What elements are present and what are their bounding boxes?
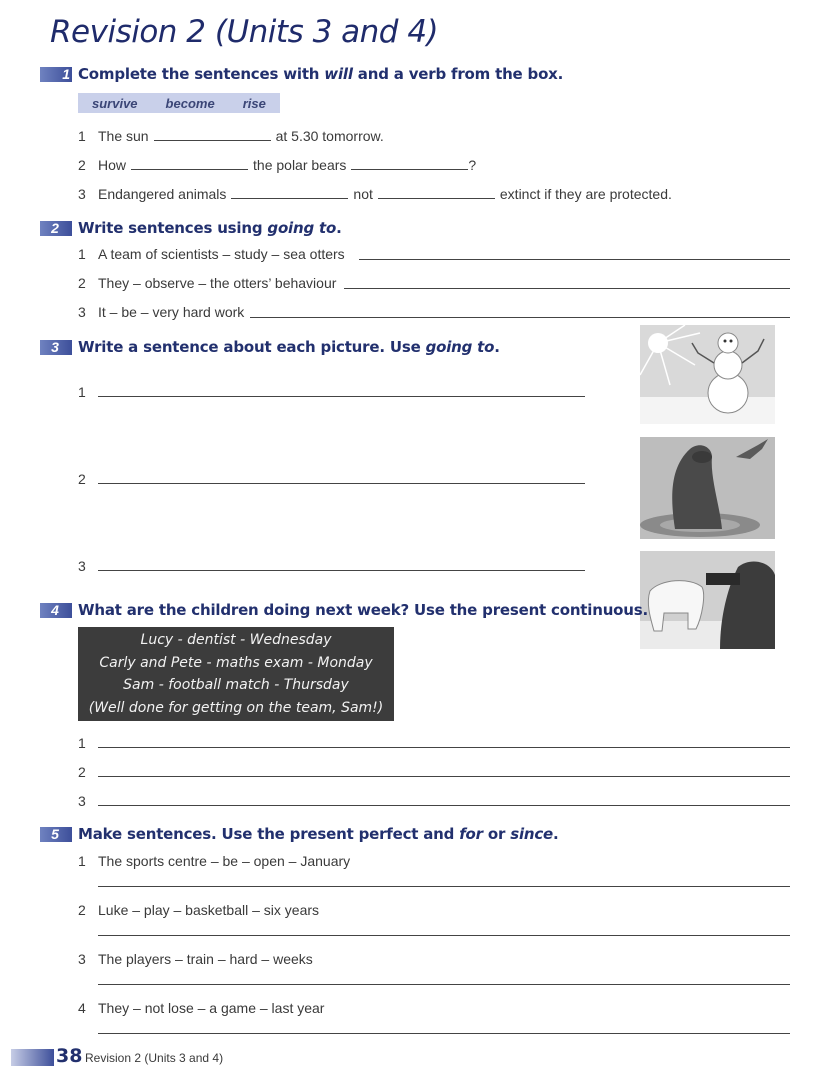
answer-blank[interactable] <box>351 168 468 170</box>
chalkboard-line: Carly and Pete - maths exam - Monday <box>99 654 373 671</box>
answer-line[interactable] <box>98 805 790 806</box>
exercise-2-instruction: Write sentences using going to. <box>78 219 342 237</box>
exercise-3-header <box>40 337 500 357</box>
page-title: Revision 2 (Units 3 and 4) <box>50 14 439 50</box>
footer-title: Revision 2 (Units 3 and 4) <box>85 1051 224 1065</box>
exercise-1-item: 3 Endangered animals not extinct if they are protected. <box>78 186 672 202</box>
exercise-3-instruction: Write a sentence about each picture. Use going to. <box>78 338 500 356</box>
exercise-5-item: 2 Luke – play – basketball – six years <box>78 902 320 918</box>
answer-line[interactable] <box>98 396 585 397</box>
exercise-5-item: 1 The sports centre – be – open – January <box>78 853 351 869</box>
exercise-4-item: 2 <box>78 764 86 780</box>
answer-line[interactable] <box>98 483 585 484</box>
exercise-5-item: 3 The players – train – hard – weeks <box>78 951 313 967</box>
answer-line[interactable] <box>98 1033 790 1034</box>
answer-line[interactable] <box>344 288 790 289</box>
answer-line[interactable] <box>98 776 790 777</box>
chalkboard-line: Lucy - dentist - Wednesday <box>140 632 332 648</box>
exercise-2-item: 3 It – be – very hard work <box>78 304 245 320</box>
chalkboard <box>78 627 394 721</box>
exercise-3-item: 3 <box>78 558 86 574</box>
page-number: 38 <box>56 1045 83 1067</box>
exercise-3-badge: 3 <box>40 340 72 355</box>
exercise-4-item: 3 <box>78 793 86 809</box>
word-box-item: survive <box>92 95 138 111</box>
answer-blank[interactable] <box>378 197 495 199</box>
exercise-1-item: 2 How the polar bears ? <box>78 157 477 173</box>
answer-blank[interactable] <box>231 197 348 199</box>
exercise-1-instruction: Complete the sentences with will and a verb from the box. <box>78 65 564 83</box>
answer-line[interactable] <box>98 747 790 748</box>
sea-lion-picture <box>640 437 775 539</box>
chalkboard-line: (Well done for getting on the team, Sam!) <box>88 699 384 716</box>
exercise-2-item: 1 A team of scientists – study – sea otters <box>78 246 345 262</box>
exercise-2-item: 2 They – observe – the otters’ behaviour <box>78 275 337 291</box>
exercise-3-item: 2 <box>78 471 86 487</box>
exercise-4-instruction: What are the children doing next week? Use the present continuous. <box>78 601 648 619</box>
answer-blank[interactable] <box>131 168 248 170</box>
word-box-item: rise <box>242 95 266 111</box>
word-box <box>78 93 280 113</box>
exercise-1-item: 1 The sun at 5.30 tomorrow. <box>78 128 384 144</box>
footer-bar <box>11 1049 54 1066</box>
answer-line[interactable] <box>98 984 790 985</box>
exercise-2-badge: 2 <box>40 221 72 236</box>
exercise-4-header <box>40 600 648 620</box>
exercise-5-header <box>40 824 559 844</box>
exercise-5-item: 4 They – not lose – a game – last year <box>78 1000 325 1016</box>
answer-line[interactable] <box>359 259 790 260</box>
word-box-item: become <box>165 95 215 111</box>
snowman-picture <box>640 325 775 424</box>
answer-line[interactable] <box>250 317 790 318</box>
exercise-1-badge: 1 <box>40 67 72 82</box>
exercise-1-header <box>40 64 563 84</box>
exercise-5-instruction: Make sentences. Use the present perfect and for or since. <box>78 825 559 843</box>
answer-blank[interactable] <box>154 139 271 141</box>
answer-line[interactable] <box>98 886 790 887</box>
exercise-4-badge: 4 <box>40 603 72 618</box>
polar-bear-picture <box>640 551 775 649</box>
answer-line[interactable] <box>98 935 790 936</box>
answer-line[interactable] <box>98 570 585 571</box>
exercise-2-header <box>40 218 342 238</box>
exercise-4-item: 1 <box>78 735 86 751</box>
exercise-5-badge: 5 <box>40 827 72 842</box>
chalkboard-line: Sam - football match - Thursday <box>123 677 349 693</box>
exercise-3-item: 1 <box>78 384 86 400</box>
